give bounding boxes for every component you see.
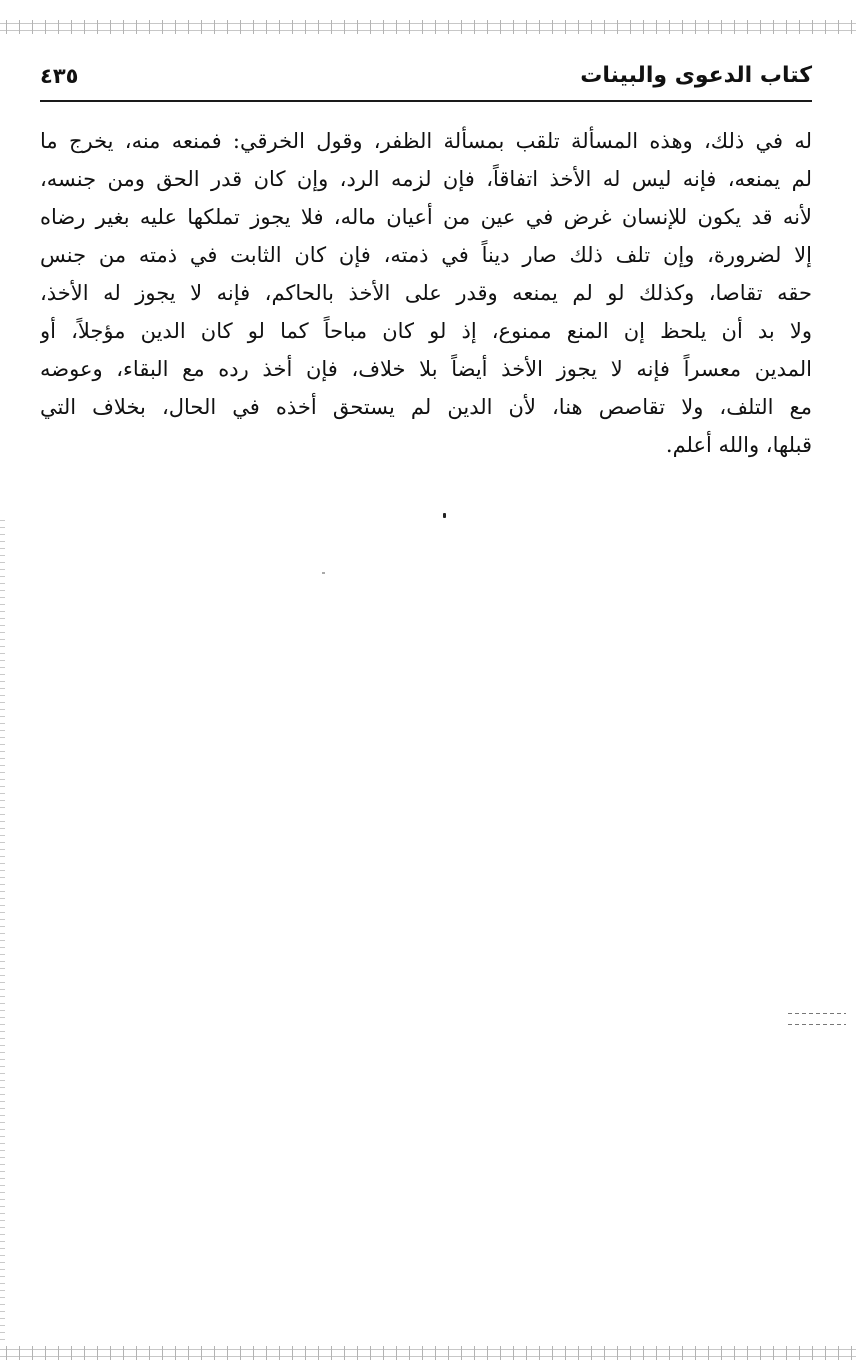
text-line: إلا لضرورة، وإن تلف ذلك صار ديناً في ذمته، فإن كان الثابت في ذمته من جنس: [40, 243, 812, 267]
text-line: ولا بد أن يلحظ إن المنع ممنوع، إذ لو كان مباحاً كما لو كان الدين مؤجلاً، أو: [40, 319, 812, 343]
text-line: مع التلف، ولا تقاصص هنا، لأن الدين لم يستحق أخذه في الحال، بخلاف التي: [40, 395, 812, 419]
scan-dash-marks: [788, 1013, 846, 1033]
page-number: ٤٣٥: [40, 64, 79, 88]
text-line: لم يمنعه، فإنه ليس له الأخذ اتفاقاً، فإن لزمه الرد، وإن كان قدر الحق ومن جنسه،: [40, 167, 812, 191]
top-ornamental-border: [0, 20, 856, 34]
dash-line: [788, 1024, 846, 1025]
text-line: لأنه قد يكون للإنسان غرض في عين من أعيان ماله، فلا يجوز تملكها عليه بغير رضاه: [40, 205, 812, 229]
section-end-mark: [443, 513, 446, 518]
left-ornamental-border: [0, 520, 5, 1346]
text-line: قبلها، والله أعلم.: [665, 433, 812, 457]
bottom-ornamental-border: [0, 1346, 856, 1360]
header-divider: [40, 100, 812, 102]
scan-speck: [322, 572, 325, 574]
dash-line: [788, 1013, 846, 1014]
text-line: المدين معسراً فإنه لا يجوز الأخذ أيضاً بلا خلاف، فإن أخذ رده مع البقاء، وعوضه: [40, 357, 812, 381]
body-paragraph: [40, 122, 812, 464]
book-title: كتاب الدعوى والبينات: [580, 63, 812, 88]
text-line: له في ذلك، وهذه المسألة تلقب بمسألة الظفر، وقول الخرقي: فمنعه منه، يخرج ما: [40, 129, 812, 153]
page-header: [40, 58, 812, 102]
text-line: حقه تقاصا، وكذلك لو لم يمنعه وقدر على الأخذ بالحاكم، فإنه لا يجوز له الأخذ،: [40, 281, 812, 305]
